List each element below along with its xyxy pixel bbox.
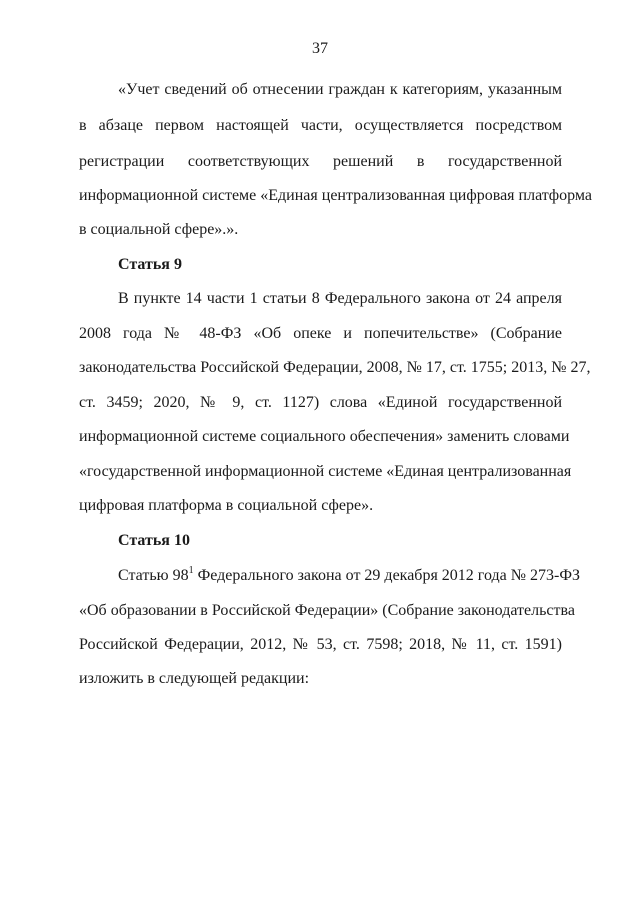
paragraph-line: ст. 3459; 2020, № 9, ст. 1127) слова «Единой государственной	[79, 394, 562, 411]
paragraph-line: изложить в следующей редакции:	[79, 670, 310, 687]
paragraph-line: информационной системе социального обеспечения» заменить словами	[79, 428, 570, 445]
paragraph-line: в абзаце первом настоящей части, осуществляется посредством	[79, 117, 562, 134]
paragraph-line: цифровая платформа в социальной сфере».	[79, 497, 374, 514]
page-number: 37	[312, 40, 328, 57]
paragraph-line: «государственной информационной системе «Единая централизованная	[79, 463, 572, 480]
paragraph-line: в социальной сфере».».	[79, 221, 239, 238]
paragraph-line: информационной системе «Единая централизованная цифровая платформа	[79, 187, 592, 204]
paragraph-line: «Учет сведений об отнесении граждан к категориям, указанным	[118, 81, 562, 98]
superscript: 1	[188, 564, 194, 576]
text-run: Статью 98	[118, 567, 189, 584]
paragraph-line: В пункте 14 части 1 статьи 8 Федерального закона от 24 апреля	[118, 290, 562, 307]
paragraph-line: Российской Федерации, 2012, № 53, ст. 7598; 2018, № 11, ст. 1591)	[79, 636, 562, 653]
paragraph-line: законодательства Российской Федерации, 2008, № 17, ст. 1755; 2013, № 27,	[79, 359, 591, 376]
article-heading: Статья 10	[118, 532, 190, 549]
paragraph-line: 2008 года № 48-ФЗ «Об опеке и попечительстве» (Собрание	[79, 325, 562, 342]
article-heading: Статья 9	[118, 256, 182, 273]
paragraph-line: регистрации соответствующих решений в государственной	[79, 153, 562, 170]
text-run: Федерального закона от 29 декабря 2012 года № 273-ФЗ	[193, 567, 580, 584]
paragraph-line: «Об образовании в Российской Федерации» (Собрание законодательства	[79, 602, 575, 619]
paragraph-line	[118, 564, 580, 586]
